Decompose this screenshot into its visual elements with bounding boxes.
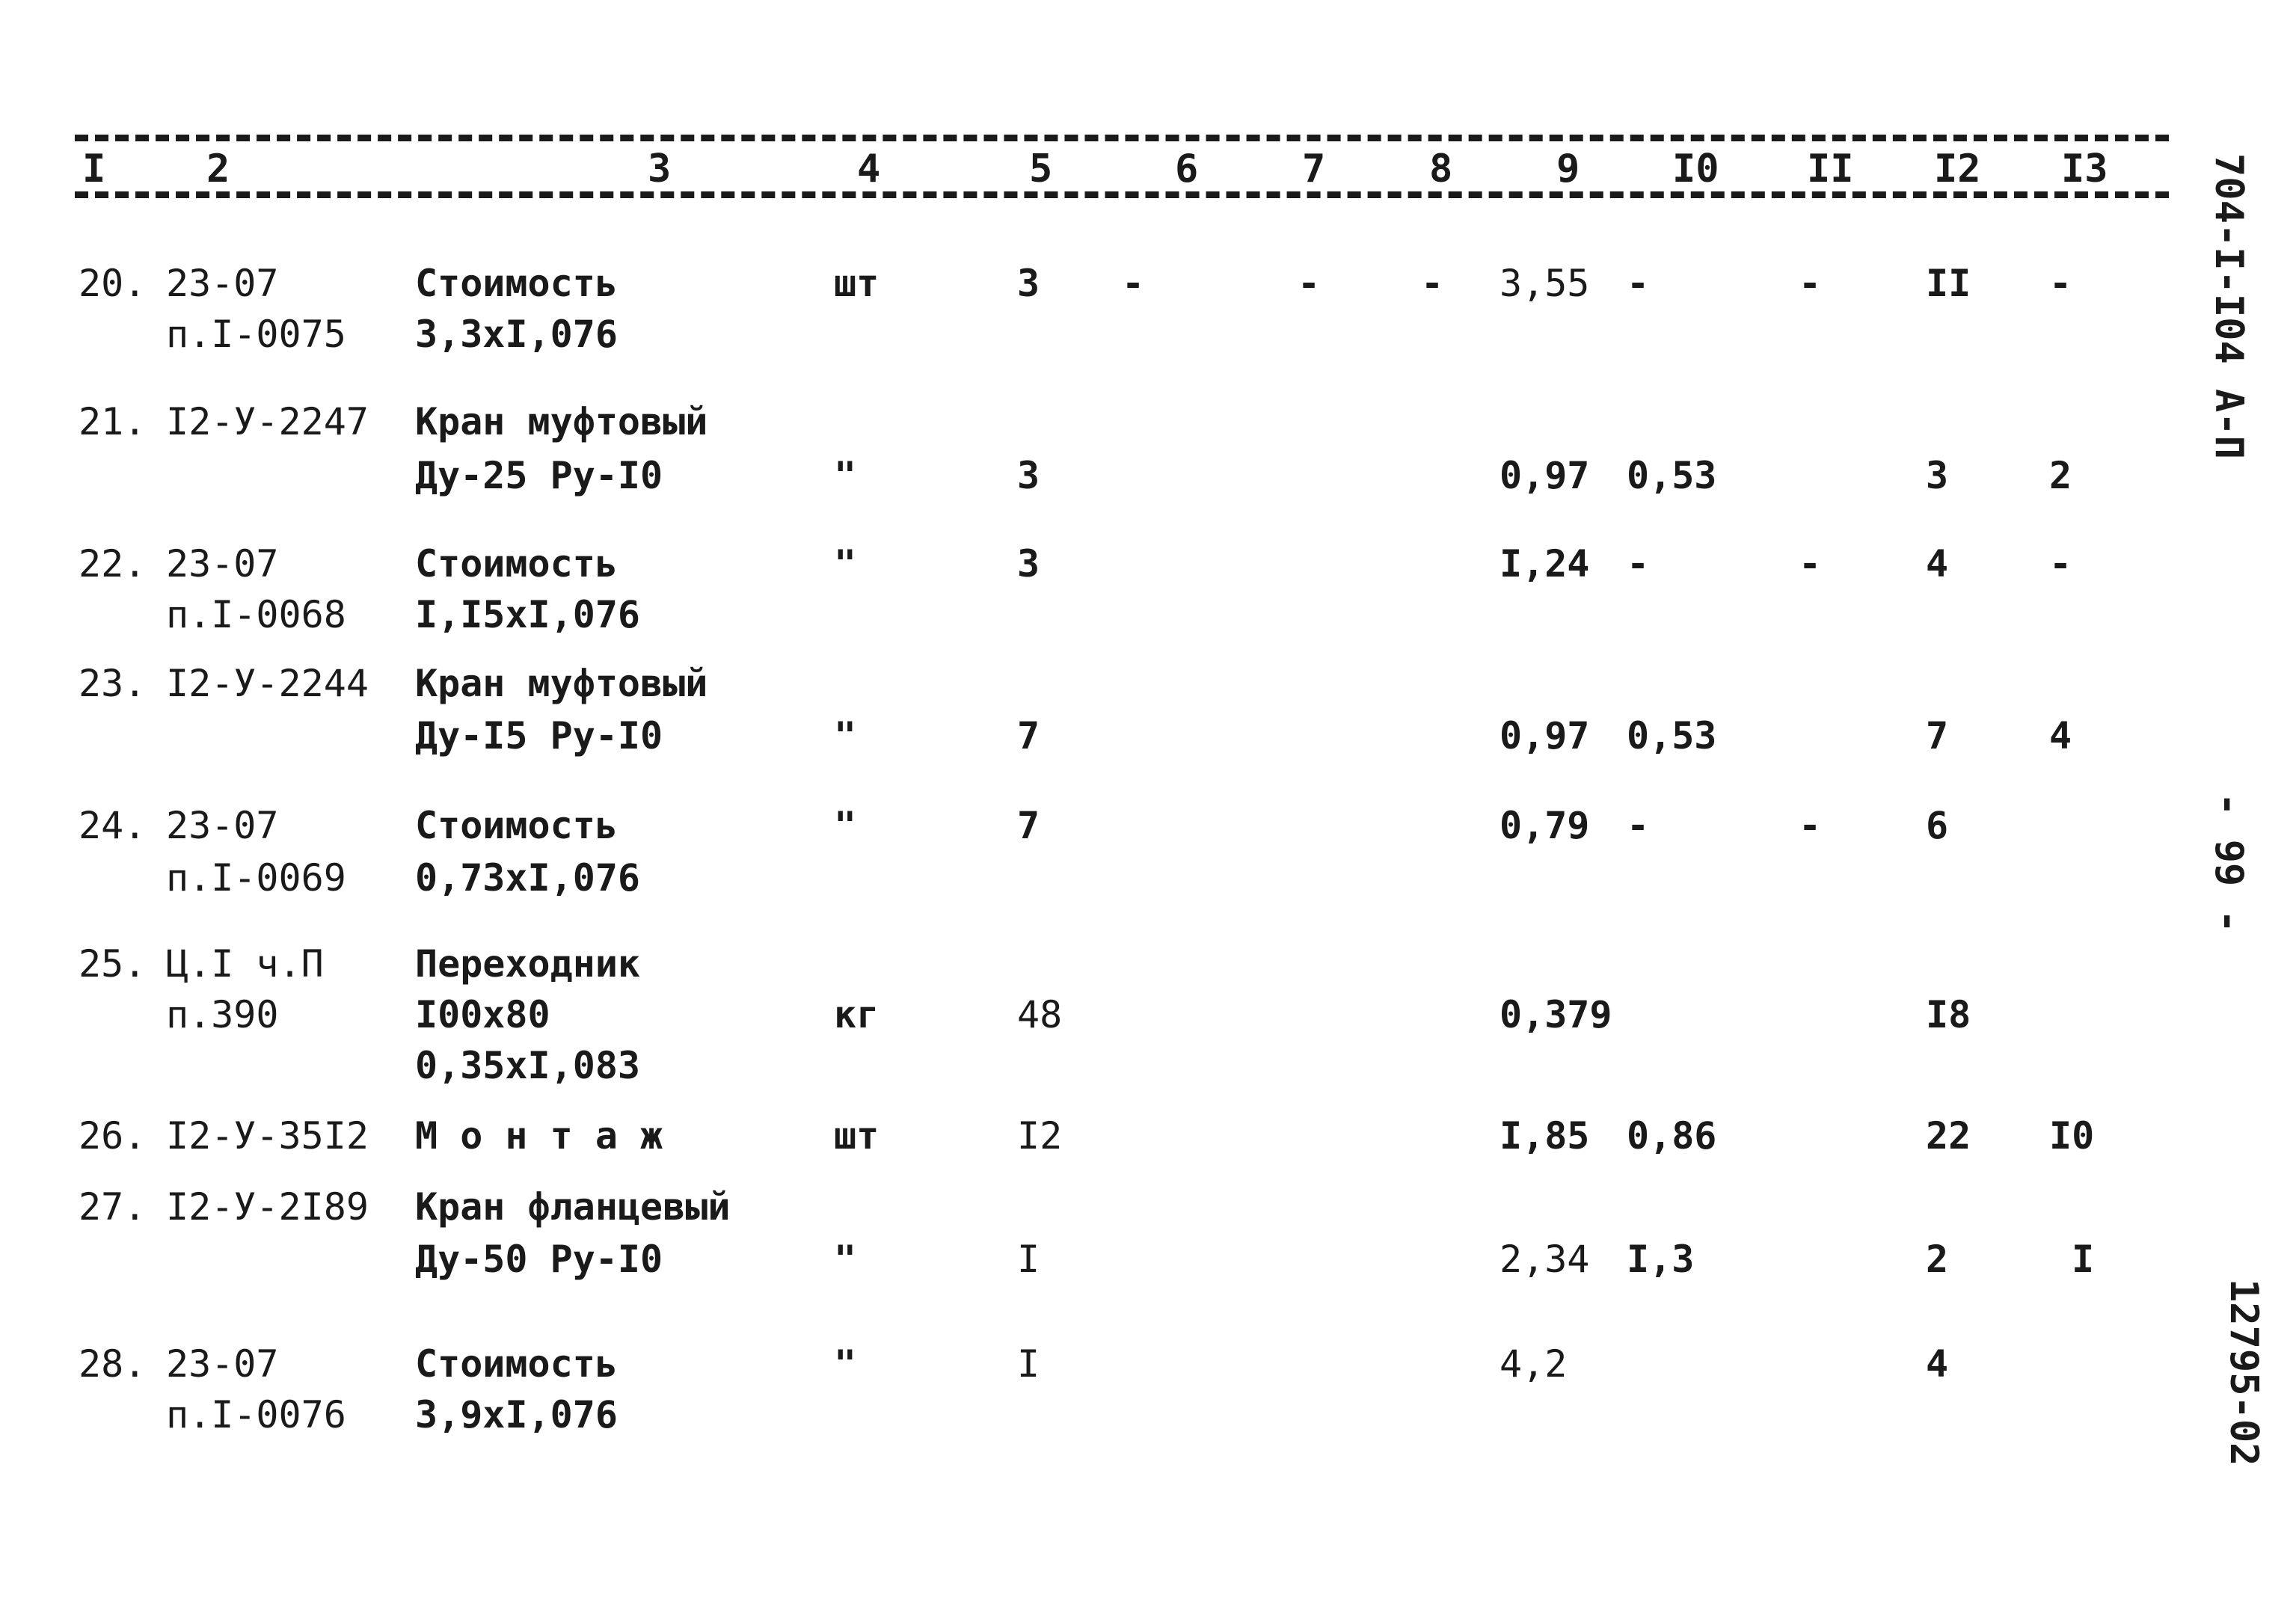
row-number: 24. [79, 804, 147, 847]
row-name-line: Ду-25 Ру-I0 [415, 454, 663, 497]
row-col-10: 0,86 [1627, 1114, 1717, 1158]
row-number: 28. [79, 1342, 147, 1386]
row-col-13: - [2049, 542, 2072, 586]
row-col-9: 0,79 [1500, 804, 1590, 847]
header-col-12: I2 [1930, 147, 1986, 191]
header-col-1: I [78, 147, 110, 191]
row-unit: " [834, 1342, 857, 1386]
row-qty: 3 [1017, 454, 1040, 497]
row-unit: " [834, 542, 857, 586]
row-name-line: Стоимость [415, 262, 618, 305]
header-col-3: 3 [643, 147, 675, 191]
row-ref-line: п.I-0069 [166, 856, 346, 900]
row-qty: I [1017, 1238, 1040, 1281]
row-col-10: 0,53 [1627, 714, 1717, 757]
row-col-12: 7 [1926, 714, 1949, 757]
row-unit: " [834, 1238, 857, 1281]
row-col-9: 0,379 [1500, 993, 1612, 1036]
row-name-line: Ду-50 Ру-I0 [415, 1238, 663, 1281]
row-ref-line: I2-У-2I89 [166, 1185, 369, 1229]
row-col-9: 3,55 [1500, 262, 1590, 305]
row-unit: " [834, 714, 857, 757]
row-col-12: I8 [1926, 993, 1971, 1036]
row-name-line: Переходник [415, 942, 641, 986]
row-col-11: - [1799, 804, 1822, 847]
row-col-10: 0,53 [1627, 454, 1717, 497]
row-ref-line: I2-У-2247 [166, 400, 369, 443]
row-name-line: 0,35хI,083 [415, 1044, 641, 1087]
row-name-line: Стоимость [415, 542, 618, 586]
row-name-line: Стоимость [415, 804, 618, 847]
row-number: 25. [79, 942, 147, 986]
header-col-11: II [1802, 147, 1858, 191]
header-col-13: I3 [2057, 147, 2113, 191]
row-name-line: I00х80 [415, 993, 550, 1036]
row-name-line: 3,3хI,076 [415, 313, 618, 356]
row-col-9: 0,97 [1500, 714, 1590, 757]
row-col-7: - [1298, 262, 1321, 305]
row-name-line: М о н т а ж [415, 1114, 663, 1158]
row-ref-line: I2-У-35I2 [166, 1114, 369, 1158]
document-code-label: 704-I-I04 [2206, 153, 2251, 364]
row-name-line: Ду-I5 Ру-I0 [415, 714, 663, 757]
row-qty: 3 [1017, 542, 1040, 586]
header-col-4: 4 [853, 147, 885, 191]
row-number: 20. [79, 262, 147, 305]
row-col-12: 4 [1926, 1342, 1949, 1386]
row-col-12: II [1926, 262, 1971, 305]
row-col-6: - [1122, 262, 1145, 305]
row-col-12: 3 [1926, 454, 1949, 497]
row-name-line: Стоимость [415, 1342, 618, 1386]
row-qty: 7 [1017, 804, 1040, 847]
row-ref-line: п.I-0076 [166, 1393, 346, 1436]
row-number: 26. [79, 1114, 147, 1158]
row-col-13: - [2049, 262, 2072, 305]
row-number: 27. [79, 1185, 147, 1229]
row-col-12: 4 [1926, 542, 1949, 586]
row-ref-line: 23-07 [166, 1342, 279, 1386]
inventory-number-label: 12795-02 [2221, 1279, 2266, 1466]
row-qty: 7 [1017, 714, 1040, 757]
row-col-13: I0 [2049, 1114, 2095, 1158]
row-unit: шт [834, 262, 880, 305]
row-ref-line: Ц.I ч.П [166, 942, 324, 986]
row-col-10: - [1627, 804, 1650, 847]
row-ref-line: 23-07 [166, 262, 279, 305]
row-col-9: 0,97 [1500, 454, 1590, 497]
row-col-13: I [2072, 1238, 2095, 1281]
row-qty: I2 [1017, 1114, 1063, 1158]
row-number: 21. [79, 400, 147, 443]
row-col-10: I,3 [1627, 1238, 1695, 1281]
row-name-line: Кран фланцевый [415, 1185, 731, 1229]
row-col-9: 4,2 [1500, 1342, 1568, 1386]
row-name-line: 3,9хI,076 [415, 1393, 618, 1436]
album-label: А-П [2206, 389, 2251, 459]
header-col-5: 5 [1025, 147, 1057, 191]
row-col-12: 6 [1926, 804, 1949, 847]
header-col-10: I0 [1668, 147, 1724, 191]
row-col-12: 22 [1926, 1114, 1971, 1158]
row-ref-line: 23-07 [166, 804, 279, 847]
row-col-10: - [1627, 262, 1650, 305]
row-name-line: Кран муфтовый [415, 662, 708, 705]
row-qty: I [1017, 1342, 1040, 1386]
header-col-8: 8 [1425, 147, 1457, 191]
row-number: 22. [79, 542, 147, 586]
header-col-9: 9 [1552, 147, 1584, 191]
row-ref-line: п.I-0068 [166, 593, 346, 636]
row-col-13: 2 [2049, 454, 2072, 497]
page-number-label: - 99 - [2206, 793, 2251, 933]
row-unit: кг [834, 993, 880, 1036]
header-col-6: 6 [1170, 147, 1203, 191]
row-col-9: 2,34 [1500, 1238, 1590, 1281]
row-unit: шт [834, 1114, 880, 1158]
row-col-9: I,24 [1500, 542, 1590, 586]
row-unit: " [834, 454, 857, 497]
row-qty: 48 [1017, 993, 1063, 1036]
row-qty: 3 [1017, 262, 1040, 305]
row-col-13: 4 [2049, 714, 2072, 757]
row-col-10: - [1627, 542, 1650, 586]
row-col-12: 2 [1926, 1238, 1949, 1281]
row-ref-line: 23-07 [166, 542, 279, 586]
row-col-11: - [1799, 542, 1822, 586]
header-col-7: 7 [1298, 147, 1330, 191]
header-col-2: 2 [202, 147, 234, 191]
row-number: 23. [79, 662, 147, 705]
row-ref-line: п.I-0075 [166, 313, 346, 356]
row-ref-line: п.390 [166, 993, 279, 1036]
row-unit: " [834, 804, 857, 847]
row-name-line: Кран муфтовый [415, 400, 708, 443]
row-ref-line: I2-У-2244 [166, 662, 369, 705]
row-col-9: I,85 [1500, 1114, 1590, 1158]
row-name-line: I,I5хI,076 [415, 593, 641, 636]
row-col-11: - [1799, 262, 1822, 305]
row-col-8: - [1421, 262, 1444, 305]
row-name-line: 0,73хI,076 [415, 856, 641, 900]
